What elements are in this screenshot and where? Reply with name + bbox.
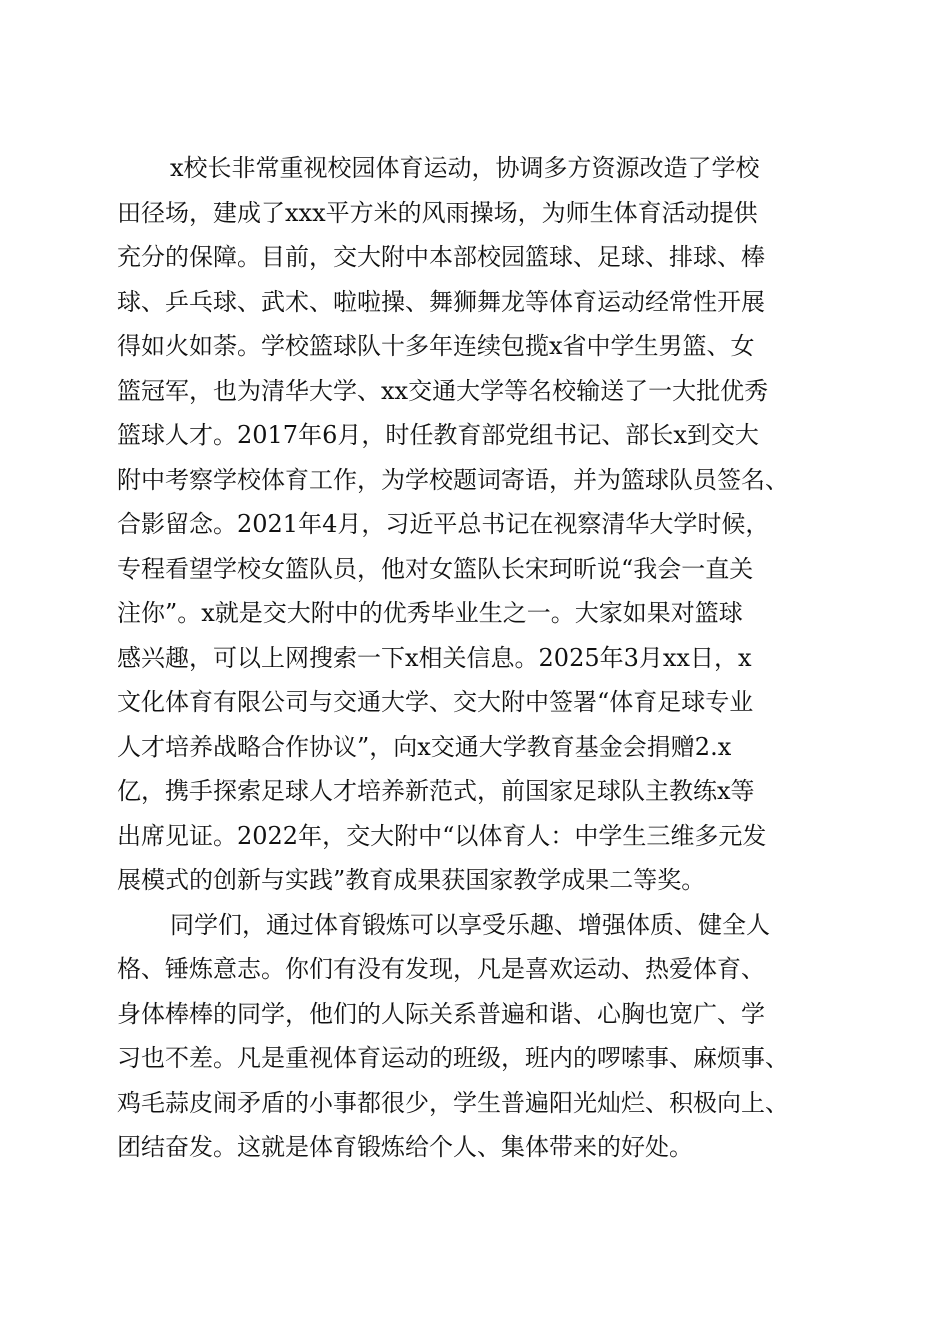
text-line: 身体棒棒的同学，他们的人际关系普遍和谐、心胸也宽广、学 xyxy=(117,999,765,1028)
text-line: 篮球人才。2017年6月，时任教育部党组书记、部长x到交大 xyxy=(117,421,759,449)
text-line: 合影留念。2021年4月，习近平总书记在视察清华大学时候， xyxy=(117,510,770,538)
text-line: 充分的保障。目前，交大附中本部校园篮球、足球、排球、棒 xyxy=(117,243,765,271)
text-line: 团结奋发。这就是体育锻炼给个人、集体带来的好处。 xyxy=(117,1133,693,1161)
text-line: 注你”。x就是交大附中的优秀毕业生之一。大家如果对篮球 xyxy=(117,599,743,627)
text-line: 田径场，建成了xxx平方米的风雨操场，为师生体育活动提供 xyxy=(117,198,758,227)
text-line: 得如火如荼。学校篮球队十多年连续包揽x省中学生男篮、女 xyxy=(117,332,755,360)
text-line: 球、乒乓球、武术、啦啦操、舞狮舞龙等体育运动经常性开展 xyxy=(117,287,765,316)
text-line: 专程看望学校女篮队员，他对女篮队长宋珂昕说“我会一直关 xyxy=(117,554,754,583)
text-line: 出席见证。2022年，交大附中“以体育人：中学生三维多元发 xyxy=(117,821,767,850)
body-text xyxy=(117,146,857,1170)
text-line: 篮冠军，也为清华大学、xx交通大学等名校输送了一大批优秀 xyxy=(117,376,769,405)
text-line: 文化体育有限公司与交通大学、交大附中签署“体育足球专业 xyxy=(117,688,754,716)
text-line: 亿，携手探索足球人才培养新范式，前国家足球队主教练x等 xyxy=(117,777,755,805)
text-line: 习也不差。凡是重视体育运动的班级，班内的啰嗦事、麻烦事、 xyxy=(117,1044,789,1072)
text-line: 附中考察学校体育工作，为学校题词寄语，并为篮球队员签名、 xyxy=(117,465,789,494)
text-line: 展模式的创新与实践”教育成果获国家教学成果二等奖。 xyxy=(117,866,706,894)
text-line: 同学们，通过体育锻炼可以享受乐趣、增强体质、健全人 xyxy=(170,910,770,939)
text-line: 格、锤炼意志。你们有没有发现，凡是喜欢运动、热爱体育、 xyxy=(117,955,765,983)
text-line: x校长非常重视校园体育运动，协调多方资源改造了学校 xyxy=(170,154,760,182)
text-line: 鸡毛蒜皮闹矛盾的小事都很少，学生普遍阳光灿烂、积极向上、 xyxy=(117,1088,789,1117)
text-line: 人才培养战略合作协议”，向x交通大学教育基金会捐赠2.x xyxy=(117,732,732,761)
paragraph-school-sports xyxy=(117,146,857,903)
paragraph-benefits xyxy=(117,903,857,1170)
text-line: 感兴趣，可以上网搜索一下x相关信息。2025年3月xx日，x xyxy=(117,643,752,672)
